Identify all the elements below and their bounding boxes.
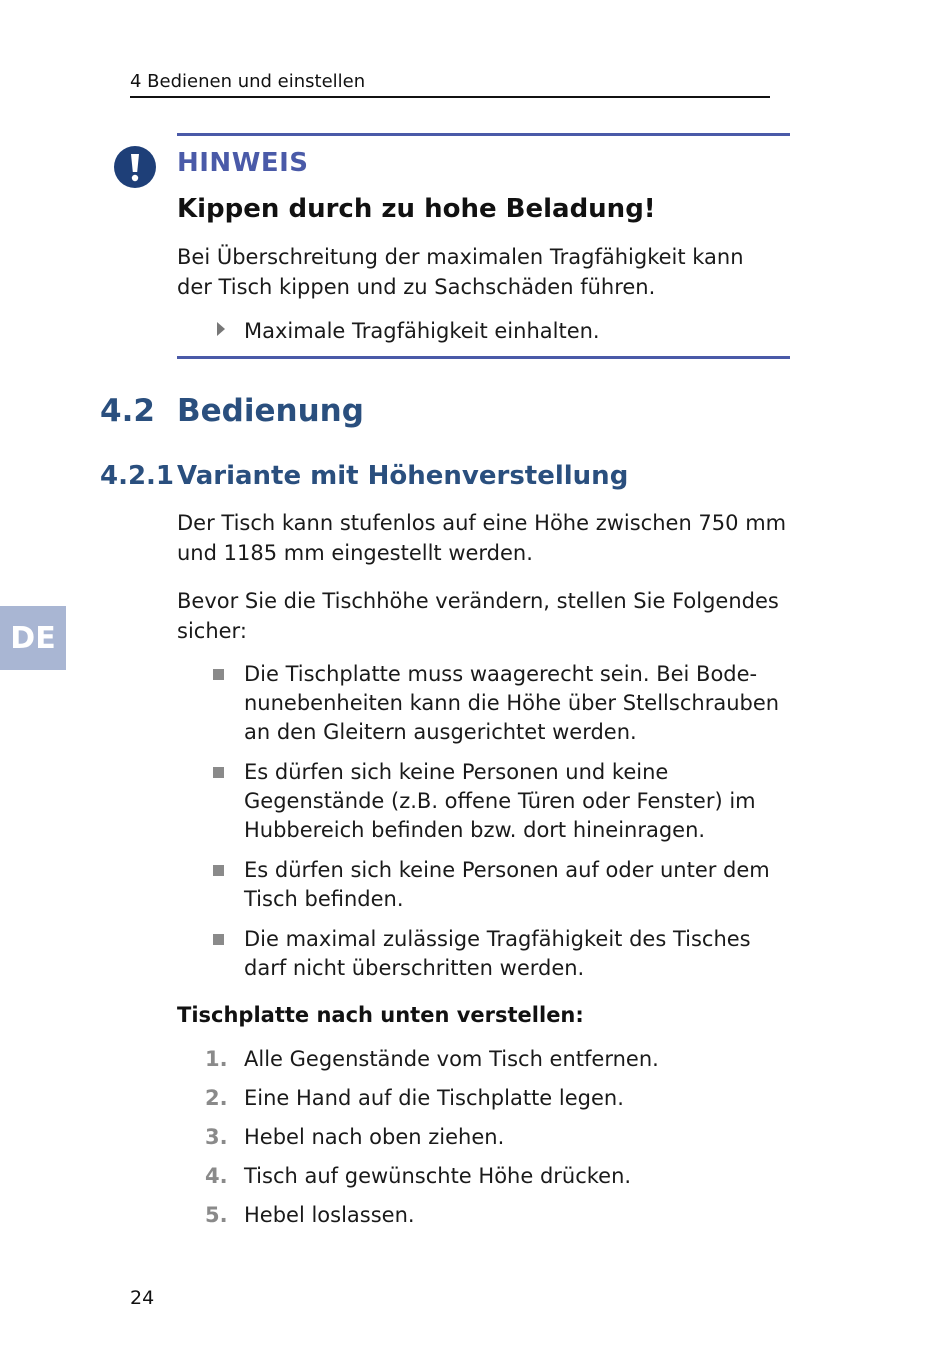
list-item: [177, 660, 797, 747]
step-text: Alle Gegenstände vom Tisch entfernen.: [244, 1047, 659, 1071]
paragraph-prerequisites: Bevor Sie die Tischhöhe verändern, stellen Sie Folgendes sicher:: [177, 589, 779, 643]
step-number: 1.: [205, 1047, 228, 1071]
list-item: [177, 856, 797, 914]
steps-list: [177, 1044, 797, 1239]
prerequisite-list: [177, 660, 797, 994]
step-item: [177, 1122, 797, 1161]
subsection-title: Variante mit Höhenverstellung: [177, 461, 629, 491]
language-tab: DE: [0, 606, 66, 670]
list-item-text: Es dürfen sich keine Personen auf oder unter dem Tisch befinden.: [244, 858, 770, 911]
list-item-text: Die Tischplatte muss waagerecht sein. Bei Bode-nunebenheiten kann die Höhe über Stellschrauben an den Gleitern ausgerichtet werden.: [244, 662, 780, 744]
list-item-text: Die maximal zulässige Tragfähigkeit des Tisches darf nicht überschritten werden.: [244, 927, 751, 980]
step-text: Eine Hand auf die Tischplatte legen.: [244, 1086, 624, 1110]
step-text: Tisch auf gewünschte Höhe drücken.: [244, 1164, 632, 1188]
notice-top-rule: [177, 133, 790, 136]
step-number: 2.: [205, 1086, 228, 1110]
list-item: [177, 925, 797, 983]
square-bullet-icon: [213, 767, 224, 778]
step-item: [177, 1044, 797, 1083]
exclamation-circle-icon: [113, 145, 157, 189]
subsection-number: 4.2.1: [100, 461, 175, 491]
notice-title: Kippen durch zu hohe Beladung!: [177, 194, 656, 224]
section-title: Bedienung: [177, 393, 364, 429]
steps-heading: Tischplatte nach unten verstellen:: [177, 1003, 584, 1027]
paragraph-height-range: Der Tisch kann stufenlos auf eine Höhe zwischen 750 mm und 1185 mm eingestellt werden.: [177, 511, 787, 565]
triangle-right-icon: [215, 316, 229, 346]
notice-bottom-rule: [177, 356, 790, 359]
square-bullet-icon: [213, 865, 224, 876]
list-item-text: Es dürfen sich keine Personen und keine Gegenstände (z.B. offene Türen oder Fenster) im Hubbereich befinden bzw. dort hineinragen.: [244, 760, 756, 842]
step-number: 3.: [205, 1125, 228, 1149]
page-number: 24: [130, 1287, 155, 1309]
step-item: [177, 1161, 797, 1200]
list-item: [177, 758, 797, 845]
square-bullet-icon: [213, 934, 224, 945]
step-number: 4.: [205, 1164, 228, 1188]
notice-label: HINWEIS: [177, 148, 309, 178]
running-header: 4 Bedienen und einstellen: [130, 70, 770, 98]
step-item: [177, 1200, 797, 1239]
step-text: Hebel nach oben ziehen.: [244, 1125, 505, 1149]
square-bullet-icon: [213, 669, 224, 680]
step-text: Hebel loslassen.: [244, 1203, 415, 1227]
notice-action-text: Maximale Tragfähigkeit einhalten.: [244, 319, 600, 343]
step-number: 5.: [205, 1203, 228, 1227]
section-number: 4.2: [100, 393, 155, 429]
notice-text: Bei Überschreitung der maximalen Tragfähigkeit kann der Tisch kippen und zu Sachschäden führen.: [177, 245, 744, 299]
step-item: [177, 1083, 797, 1122]
